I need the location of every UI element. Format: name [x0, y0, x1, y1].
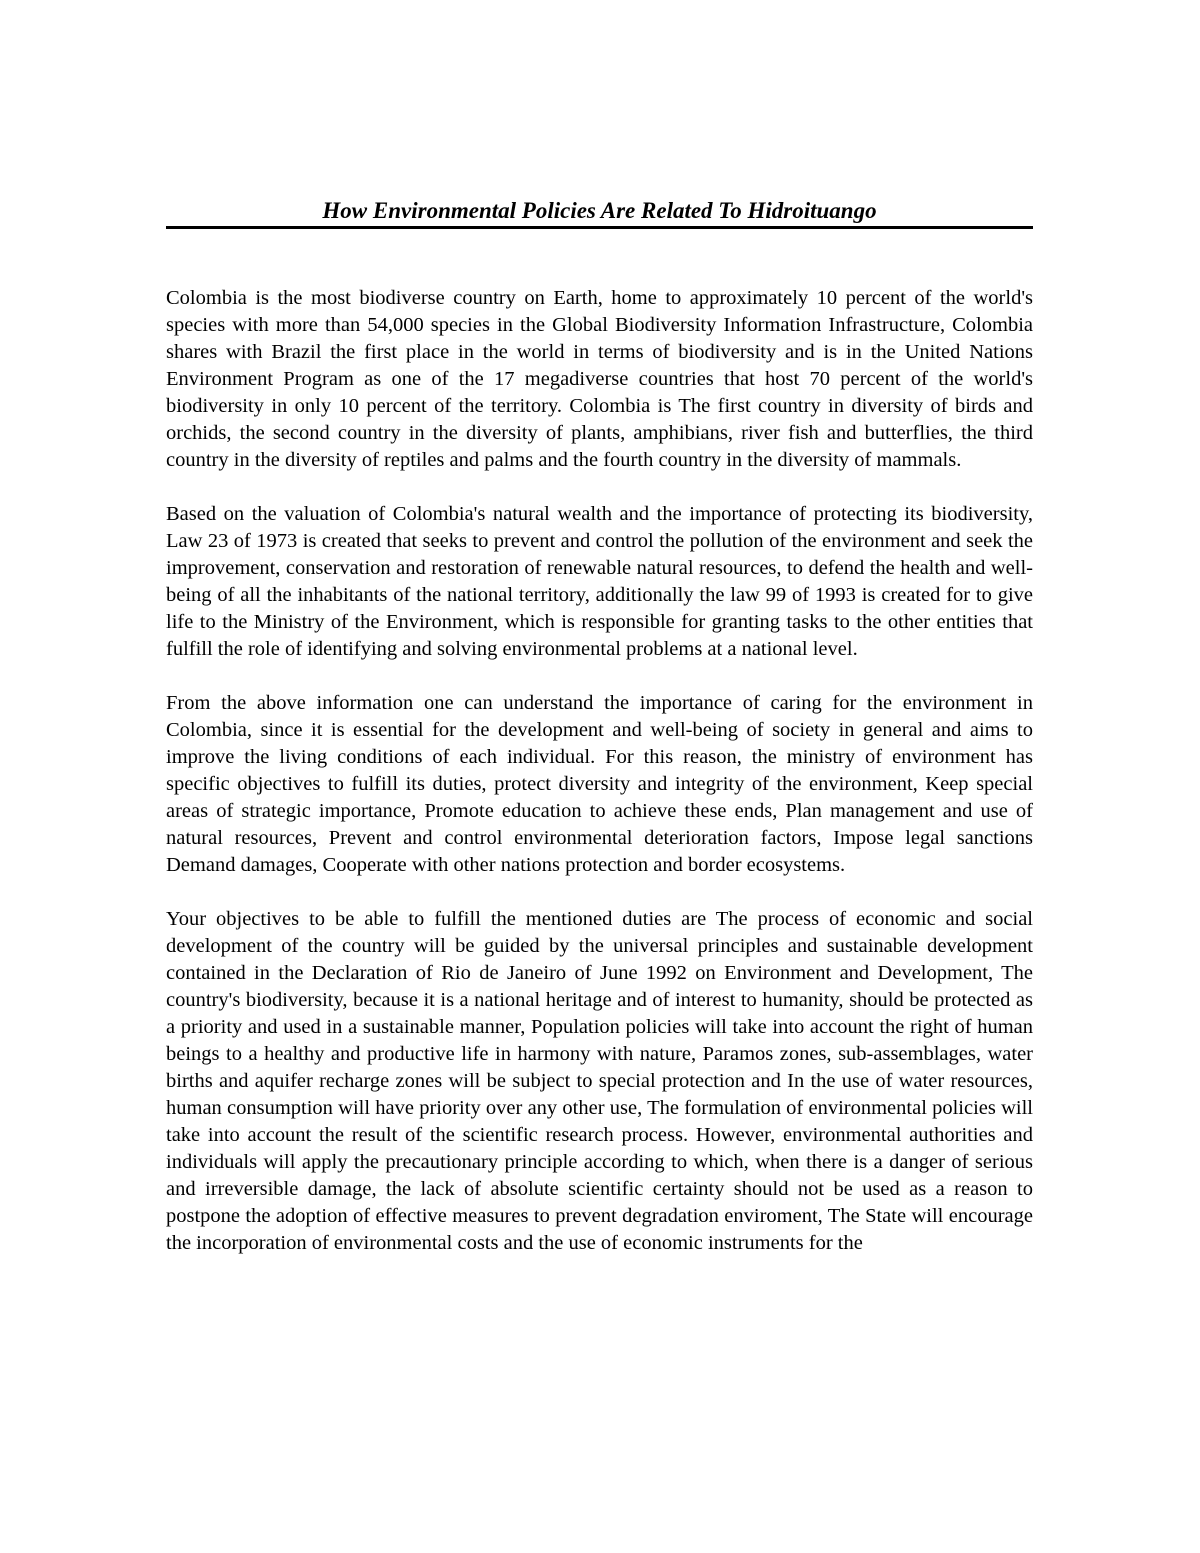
- document-body: [166, 196, 1033, 1257]
- title-underline: [166, 226, 1033, 229]
- paragraph-ministry-objectives: From the above information one can understand the importance of caring for the environment in Colombia, since it is essential for the development and well-being of society in general and aims to improve the living conditions of each individual. For this reason, the ministry of environment has specific objectives to fulfill its duties, protect diversity and integrity of the environment, Keep special areas of strategic importance, Promote education to achieve these ends, Plan management and use of natural resources, Prevent and control environmental deterioration factors, Impose legal sanctions Demand damages, Cooperate with other nations protection and border ecosystems.: [166, 692, 1033, 876]
- paragraph-biodiversity: Colombia is the most biodiverse country on Earth, home to approximately 10 percent of the world's species with more than 54,000 species in the Global Biodiversity Information Infrastructure, Colombia shares with Brazil the first place in the world in terms of biodiversity and is in the United Nations Environment Program as one of the 17 megadiverse countries that host 70 percent of the world's biodiversity in only 10 percent of the territory. Colombia is The first country in diversity of birds and orchids, the second country in the diversity of plants, amphibians, river fish and butterflies, the third country in the diversity of reptiles and palms and the fourth country in the diversity of mammals.: [166, 287, 1033, 471]
- paragraph-law-23: Based on the valuation of Colombia's natural wealth and the importance of protecting its biodiversity, Law 23 of 1973 is created that seeks to prevent and control the pollution of the environment and seek the improvement, conservation and restoration of renewable natural resources, to defend the health and well-being of all the inhabitants of the national territory, additionally the law 99 of 1993 is created for to give life to the Ministry of the Environment, which is responsible for granting tasks to the other entities that fulfill the role of identifying and solving environmental problems at a national level.: [166, 503, 1033, 660]
- document-title: How Environmental Policies Are Related To Hidroituango: [322, 198, 877, 223]
- paragraph-principles: Your objectives to be able to fulfill the mentioned duties are The process of economic and social development of the country will be guided by the universal principles and sustainable development contained in the Declaration of Rio de Janeiro of June 1992 on Environment and Development, The country's biodiversity, because it is a national heritage and of interest to humanity, should be protected as a priority and used in a sustainable manner, Population policies will take into account the right of human beings to a healthy and productive life in harmony with nature, Paramos zones, sub-assemblages, water births and aquifer recharge zones will be subject to special protection and In the use of water resources, human consumption will have priority over any other use, The formulation of environmental policies will take into account the result of the scientific research process. However, environmental authorities and individuals will apply the precautionary principle according to which, when there is a danger of serious and irreversible damage, the lack of absolute scientific certainty should not be used as a reason to postpone the adoption of effective measures to prevent degradation enviroment, The State will encourage the incorporation of environmental costs and the use of economic instruments for the: [166, 908, 1033, 1254]
